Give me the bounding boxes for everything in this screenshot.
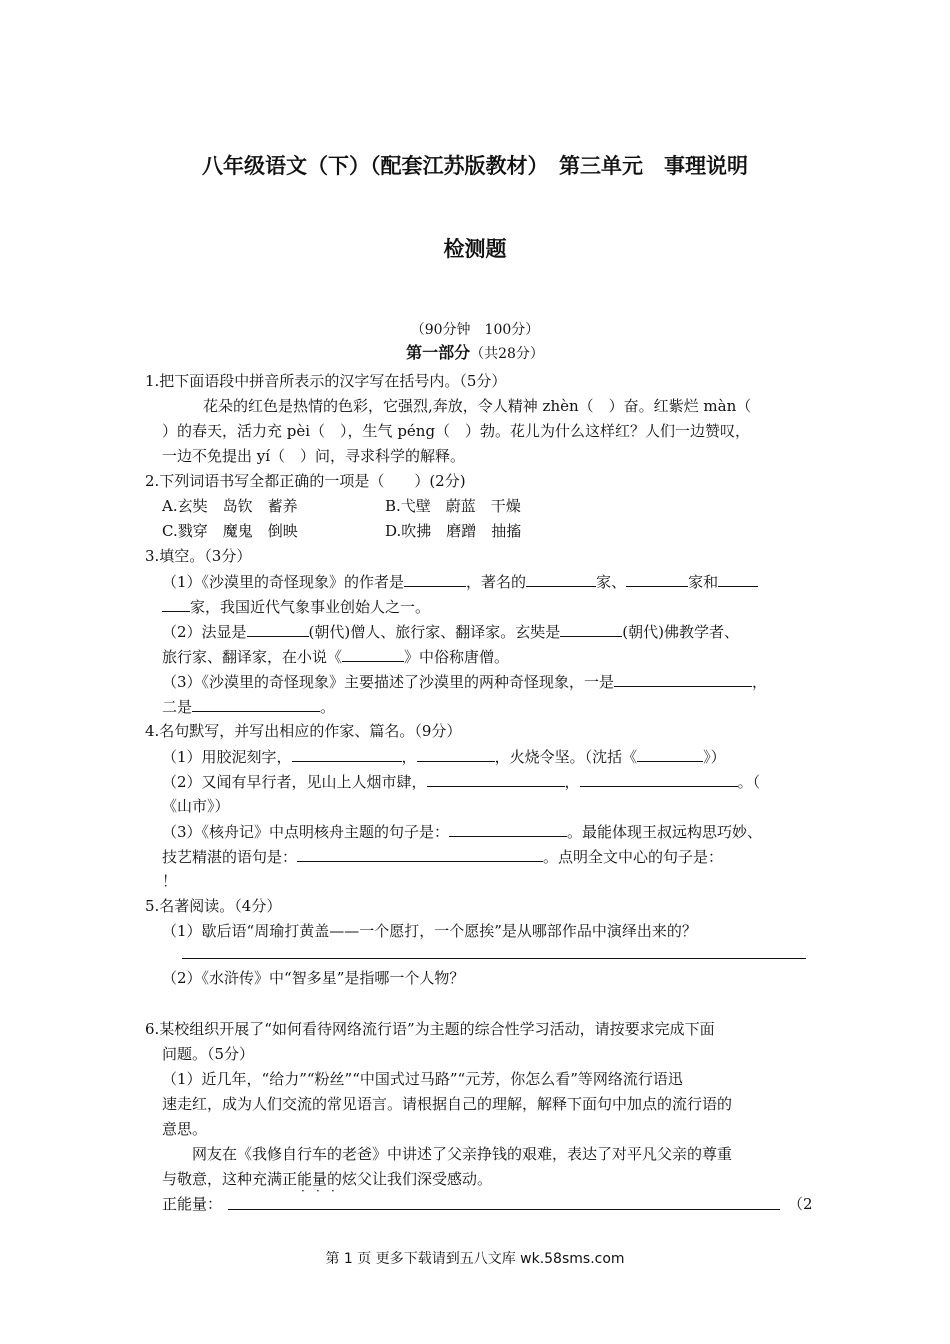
q1-line1: 花朵的红色是热情的色彩，它强烈,奔放，令人精神 zhèn（ ）奋。红紫烂 màn（: [203, 397, 752, 415]
q4-stem: 4.名句默写，并写出相应的作家、篇名。（9分）: [145, 722, 462, 740]
q2-option-a: A.玄奘 岛钦 蓄养: [162, 497, 298, 515]
blank[interactable]: [162, 597, 190, 612]
q1-stem: 1.把下面语段中拼音所表示的汉字写在括号内。（5分）: [145, 372, 507, 390]
q4-sub3-line1: （3）《核舟记》中点明核舟主题的句子是： 。最能体现王叔远构思巧妙、: [162, 823, 763, 841]
q6-sub1-line3: 意思。: [162, 1120, 208, 1138]
q4-sub3-line3: ！: [162, 872, 178, 890]
blank[interactable]: [297, 847, 543, 862]
blank[interactable]: [449, 822, 567, 837]
q6-passage-line2: 与敬意，这种充满正能量的炫父让我们深受感动。: [162, 1170, 493, 1188]
blank[interactable]: [417, 747, 495, 762]
q3-sub2-line2: 旅行家、翻译家，在小说《 》中俗称唐僧。: [162, 648, 510, 666]
part1-heading: [0, 344, 950, 363]
q3-sub3-line1: （3）《沙漠里的奇怪现象》主要描述了沙漠里的两种奇怪现象，一是 ，: [162, 673, 768, 691]
q2-stem: 2.下列词语书写全都正确的一项是（ ）(2分): [145, 472, 466, 490]
blank[interactable]: [342, 647, 404, 662]
blank[interactable]: [247, 622, 309, 637]
blank[interactable]: [404, 572, 466, 587]
blank[interactable]: [626, 572, 688, 587]
emphasis-dot: ·: [301, 1184, 305, 1198]
q5-sub2: （2）《水浒传》中“智多星”是指哪一个人物？: [162, 969, 465, 987]
blank[interactable]: [637, 747, 703, 762]
q3-sub2-line1: （2）法显是 (朝代)僧人、旅行家、翻译家。玄奘是 (朝代)佛教学者、: [162, 623, 739, 641]
q4-sub1: （1）用胶泥刻字， ， ，火烧令坚。（沈括《 》）: [162, 748, 726, 766]
q5-stem: 5.名著阅读。（4分）: [145, 897, 282, 915]
blank[interactable]: [526, 572, 596, 587]
document-title: 八年级语文（下）（配套江苏版教材） 第三单元 事理说明: [202, 154, 748, 178]
q1-line3: 一边不免提出 yí（ ）问，寻求科学的解释。: [162, 447, 466, 465]
q6-answer-line[interactable]: [228, 1209, 780, 1210]
q3-sub1-line1: （1）《沙漠里的奇怪现象》的作者是 ，著名的 家、 家和: [162, 572, 758, 591]
emphasis-dot: ·: [331, 1184, 335, 1198]
blank[interactable]: [560, 622, 622, 637]
emphasis-dot: ·: [316, 1184, 320, 1198]
part1-score: （共28分）: [470, 346, 544, 362]
q6-stem-line2: 问题。（5分）: [162, 1045, 255, 1063]
blank[interactable]: [192, 697, 320, 712]
q5-answer-line[interactable]: [182, 958, 806, 959]
blank[interactable]: [427, 772, 565, 787]
blank[interactable]: [718, 572, 758, 587]
q3-stem: 3.填空。（3分）: [145, 547, 252, 565]
q6-stem-line1: 6.某校组织开展了“如何看待网络流行语”为主题的综合性学习活动，请按要求完成下面: [145, 1020, 715, 1038]
blank[interactable]: [292, 747, 402, 762]
q2-option-c: C.戮穿 魔鬼 倒映: [162, 522, 298, 540]
q3-sub1-line2: 家，我国近代气象事业创始人之一。: [162, 597, 430, 616]
time-score: （90分钟 100分）: [410, 322, 540, 338]
q6-sub1-line2: 速走红，成为人们交流的常见语言。请根据自己的理解，解释下面句中加点的流行语的: [162, 1095, 733, 1113]
q2-option-b: B.弋壁 蔚蓝 干燥: [385, 497, 521, 515]
q6-passage-line1: 网友在《我修自行车的老爸》中讲述了父亲挣钱的艰难，表达了对平凡父亲的尊重: [192, 1145, 733, 1163]
document-subtitle: 检测题: [443, 237, 507, 261]
q5-sub1: （1）歇后语“周瑜打黄盖——一个愿打，一个愿挨”是从哪部作品中演绎出来的？: [162, 922, 697, 940]
q4-sub3-line2: 技艺精湛的语句是： 。点明全文中心的句子是：: [162, 848, 724, 866]
q6-answer-label: 正能量：: [162, 1195, 223, 1213]
q3-sub3-line2: 二是 。: [162, 698, 336, 716]
q1-line2: ）的春天，活力充 pèi（ ），生气 péng（ ）勃。花儿为什么这样红？人们一边赞叹，: [162, 422, 751, 440]
q4-sub2-line1: （2）又闻有早行者，见山上人烟市肆， ， 。（: [162, 773, 761, 791]
q2-option-d: D.吹拂 磨蹭 抽搐: [385, 522, 522, 540]
q6-score-tail: （2: [788, 1195, 813, 1213]
q6-sub1-line1: （1）近几年，“给力”“粉丝”“中国式过马路”“元芳，你怎么看”等网络流行语迅: [162, 1070, 683, 1088]
blank[interactable]: [580, 772, 738, 787]
part1-title: 第一部分: [406, 343, 471, 362]
q4-sub2-line2: 《山市》）: [162, 797, 230, 815]
blank[interactable]: [614, 672, 752, 687]
page-footer: 第 1 页 更多下载请到五八文库 wk.58sms.com: [325, 1251, 625, 1267]
